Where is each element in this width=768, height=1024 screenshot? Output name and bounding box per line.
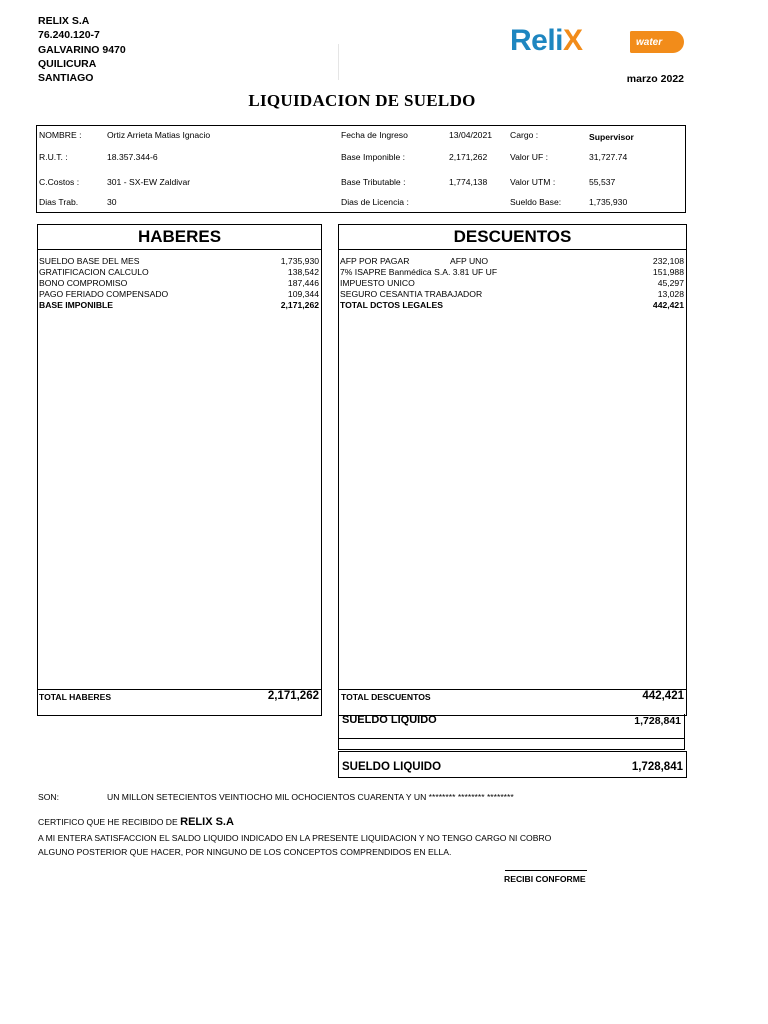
nombre-value: Ortiz Arrieta Matias Ignacio — [107, 130, 211, 140]
company-city: SANTIAGO — [38, 72, 94, 85]
haber-item-label: PAGO FERIADO COMPENSADO — [39, 289, 169, 299]
tributable-value: 1,774,138 — [449, 177, 488, 187]
dias-value: 30 — [107, 197, 117, 207]
sueldo-base-value: 1,735,930 — [589, 197, 628, 207]
total-descuentos-label: TOTAL DESCUENTOS — [341, 692, 431, 702]
haber-item-label: GRATIFICACION CALCULO — [39, 267, 149, 277]
descuento-item-value: 45,297 — [657, 278, 684, 288]
base-imponible-value: 2,171,262 — [280, 300, 319, 310]
descuento-item-value: 151,988 — [652, 267, 684, 277]
employee-info-box — [36, 125, 686, 213]
haber-item-value: 109,344 — [287, 289, 319, 299]
cert-line-2: ALGUNO POSTERIOR QUE HACER, POR NINGUNO DE LOS CONCEPTOS COMPRENDIDOS EN ELLA. — [38, 847, 452, 857]
tributable-label: Base Tributable : — [341, 177, 406, 187]
nombre-label: NOMBRE : — [39, 130, 82, 140]
company-address: GALVARINO 9470 — [38, 43, 126, 56]
descuento-item-value: 232,108 — [652, 256, 684, 266]
rut-label: R.U.T. : — [39, 152, 68, 162]
descuentos-panel — [338, 224, 687, 716]
company-name: RELIX S.A — [38, 15, 90, 27]
haber-item-label: SUELDO BASE DEL MES — [39, 256, 140, 266]
total-haberes-label: TOTAL HABERES — [39, 692, 112, 702]
logo-water-text: water — [636, 37, 663, 48]
haberes-title: HABERES — [38, 227, 321, 250]
certification-line — [38, 816, 234, 828]
afp-name: AFP UNO — [450, 256, 489, 266]
haber-item-value: 187,446 — [287, 278, 319, 288]
haberes-panel — [37, 224, 322, 716]
utm-label: Valor UTM : — [510, 177, 556, 187]
imponible-label: Base Imponible : — [341, 152, 406, 162]
son-amount-words: UN MILLON SETECIENTOS VEINTIOCHO MIL OCHOCIENTOS CUARENTA Y UN ******** ******** ******** — [107, 792, 514, 802]
total-dctos-legales-label: TOTAL DCTOS LEGALES — [340, 300, 443, 310]
descuentos-title: DESCUENTOS — [339, 227, 686, 250]
total-descuentos-value: 442,421 — [642, 690, 684, 702]
cert-prefix: CERTIFICO QUE HE RECIBIDO DE — [38, 817, 178, 827]
total-dctos-legales-value: 442,421 — [652, 300, 684, 310]
sueldo-liquido-value: 1,728,841 — [634, 715, 681, 727]
rut-value: 18.357.344-6 — [107, 152, 158, 162]
dias-label: Dias Trab. — [39, 197, 79, 207]
sueldo-liquido-final-row — [338, 751, 687, 778]
spacer-row — [338, 739, 685, 750]
company-block — [38, 14, 126, 85]
uf-label: Valor UF : — [510, 152, 549, 162]
sueldo-liquido-final-label: SUELDO LIQUIDO — [342, 761, 442, 773]
haber-item-value: 1,735,930 — [280, 256, 319, 266]
relix-logo — [508, 26, 686, 58]
sueldo-liquido-label: SUELDO LIQUIDO — [342, 714, 437, 726]
signature-label: RECIBI CONFORME — [504, 874, 586, 884]
son-label: SON: — [38, 792, 60, 802]
header-divider — [338, 44, 339, 80]
descuento-item-label: 7% ISAPRE Banmédica S.A. 3.81 UF UF — [340, 267, 498, 277]
cert-line-1: A MI ENTERA SATISFACCION EL SALDO LIQUIDO INDICADO EN LA PRESENTE LIQUIDACION Y NO TENGO CARGO NI COBRO — [38, 833, 552, 843]
sueldo-liquido-final-value: 1,728,841 — [631, 761, 683, 773]
base-imponible-label: BASE IMPONIBLE — [39, 300, 114, 310]
descuento-item-label: SEGURO CESANTIA TRABAJADOR — [340, 289, 483, 299]
cargo-value: Supervisor — [589, 132, 634, 142]
document-title: LIQUIDACION DE SUELDO — [248, 91, 476, 110]
company-rut: 76.240.120-7 — [38, 29, 100, 42]
imponible-value: 2,171,262 — [449, 152, 488, 162]
period-date: marzo 2022 — [626, 73, 684, 85]
costos-value: 301 - SX-EW Zaldivar — [107, 177, 191, 187]
ingreso-label: Fecha de Ingreso — [341, 130, 408, 140]
costos-label: C.Costos : — [39, 177, 80, 187]
sueldo-liquido-row — [338, 714, 685, 739]
logo-wordmark: ReliX — [510, 24, 583, 57]
ingreso-value: 13/04/2021 — [449, 130, 493, 140]
utm-value: 55,537 — [589, 177, 616, 187]
total-haberes-value: 2,171,262 — [267, 690, 319, 702]
haber-item-value: 138,542 — [287, 267, 319, 277]
licencia-label: Dias de Licencia : — [341, 197, 409, 207]
signature-line — [505, 870, 587, 871]
uf-value: 31,727.74 — [589, 152, 628, 162]
haber-item-label: BONO COMPROMISO — [39, 278, 128, 288]
sueldo-base-label: Sueldo Base: — [510, 197, 562, 207]
descuento-item-value: 13,028 — [657, 289, 684, 299]
company-commune: QUILICURA — [38, 57, 97, 70]
cargo-label: Cargo : — [510, 130, 539, 140]
descuentos-total-divider — [339, 689, 686, 690]
descuento-item-label: IMPUESTO UNICO — [340, 278, 415, 288]
cert-company: RELIX S.A — [180, 816, 234, 828]
descuento-item-label: AFP POR PAGAR — [340, 256, 410, 266]
